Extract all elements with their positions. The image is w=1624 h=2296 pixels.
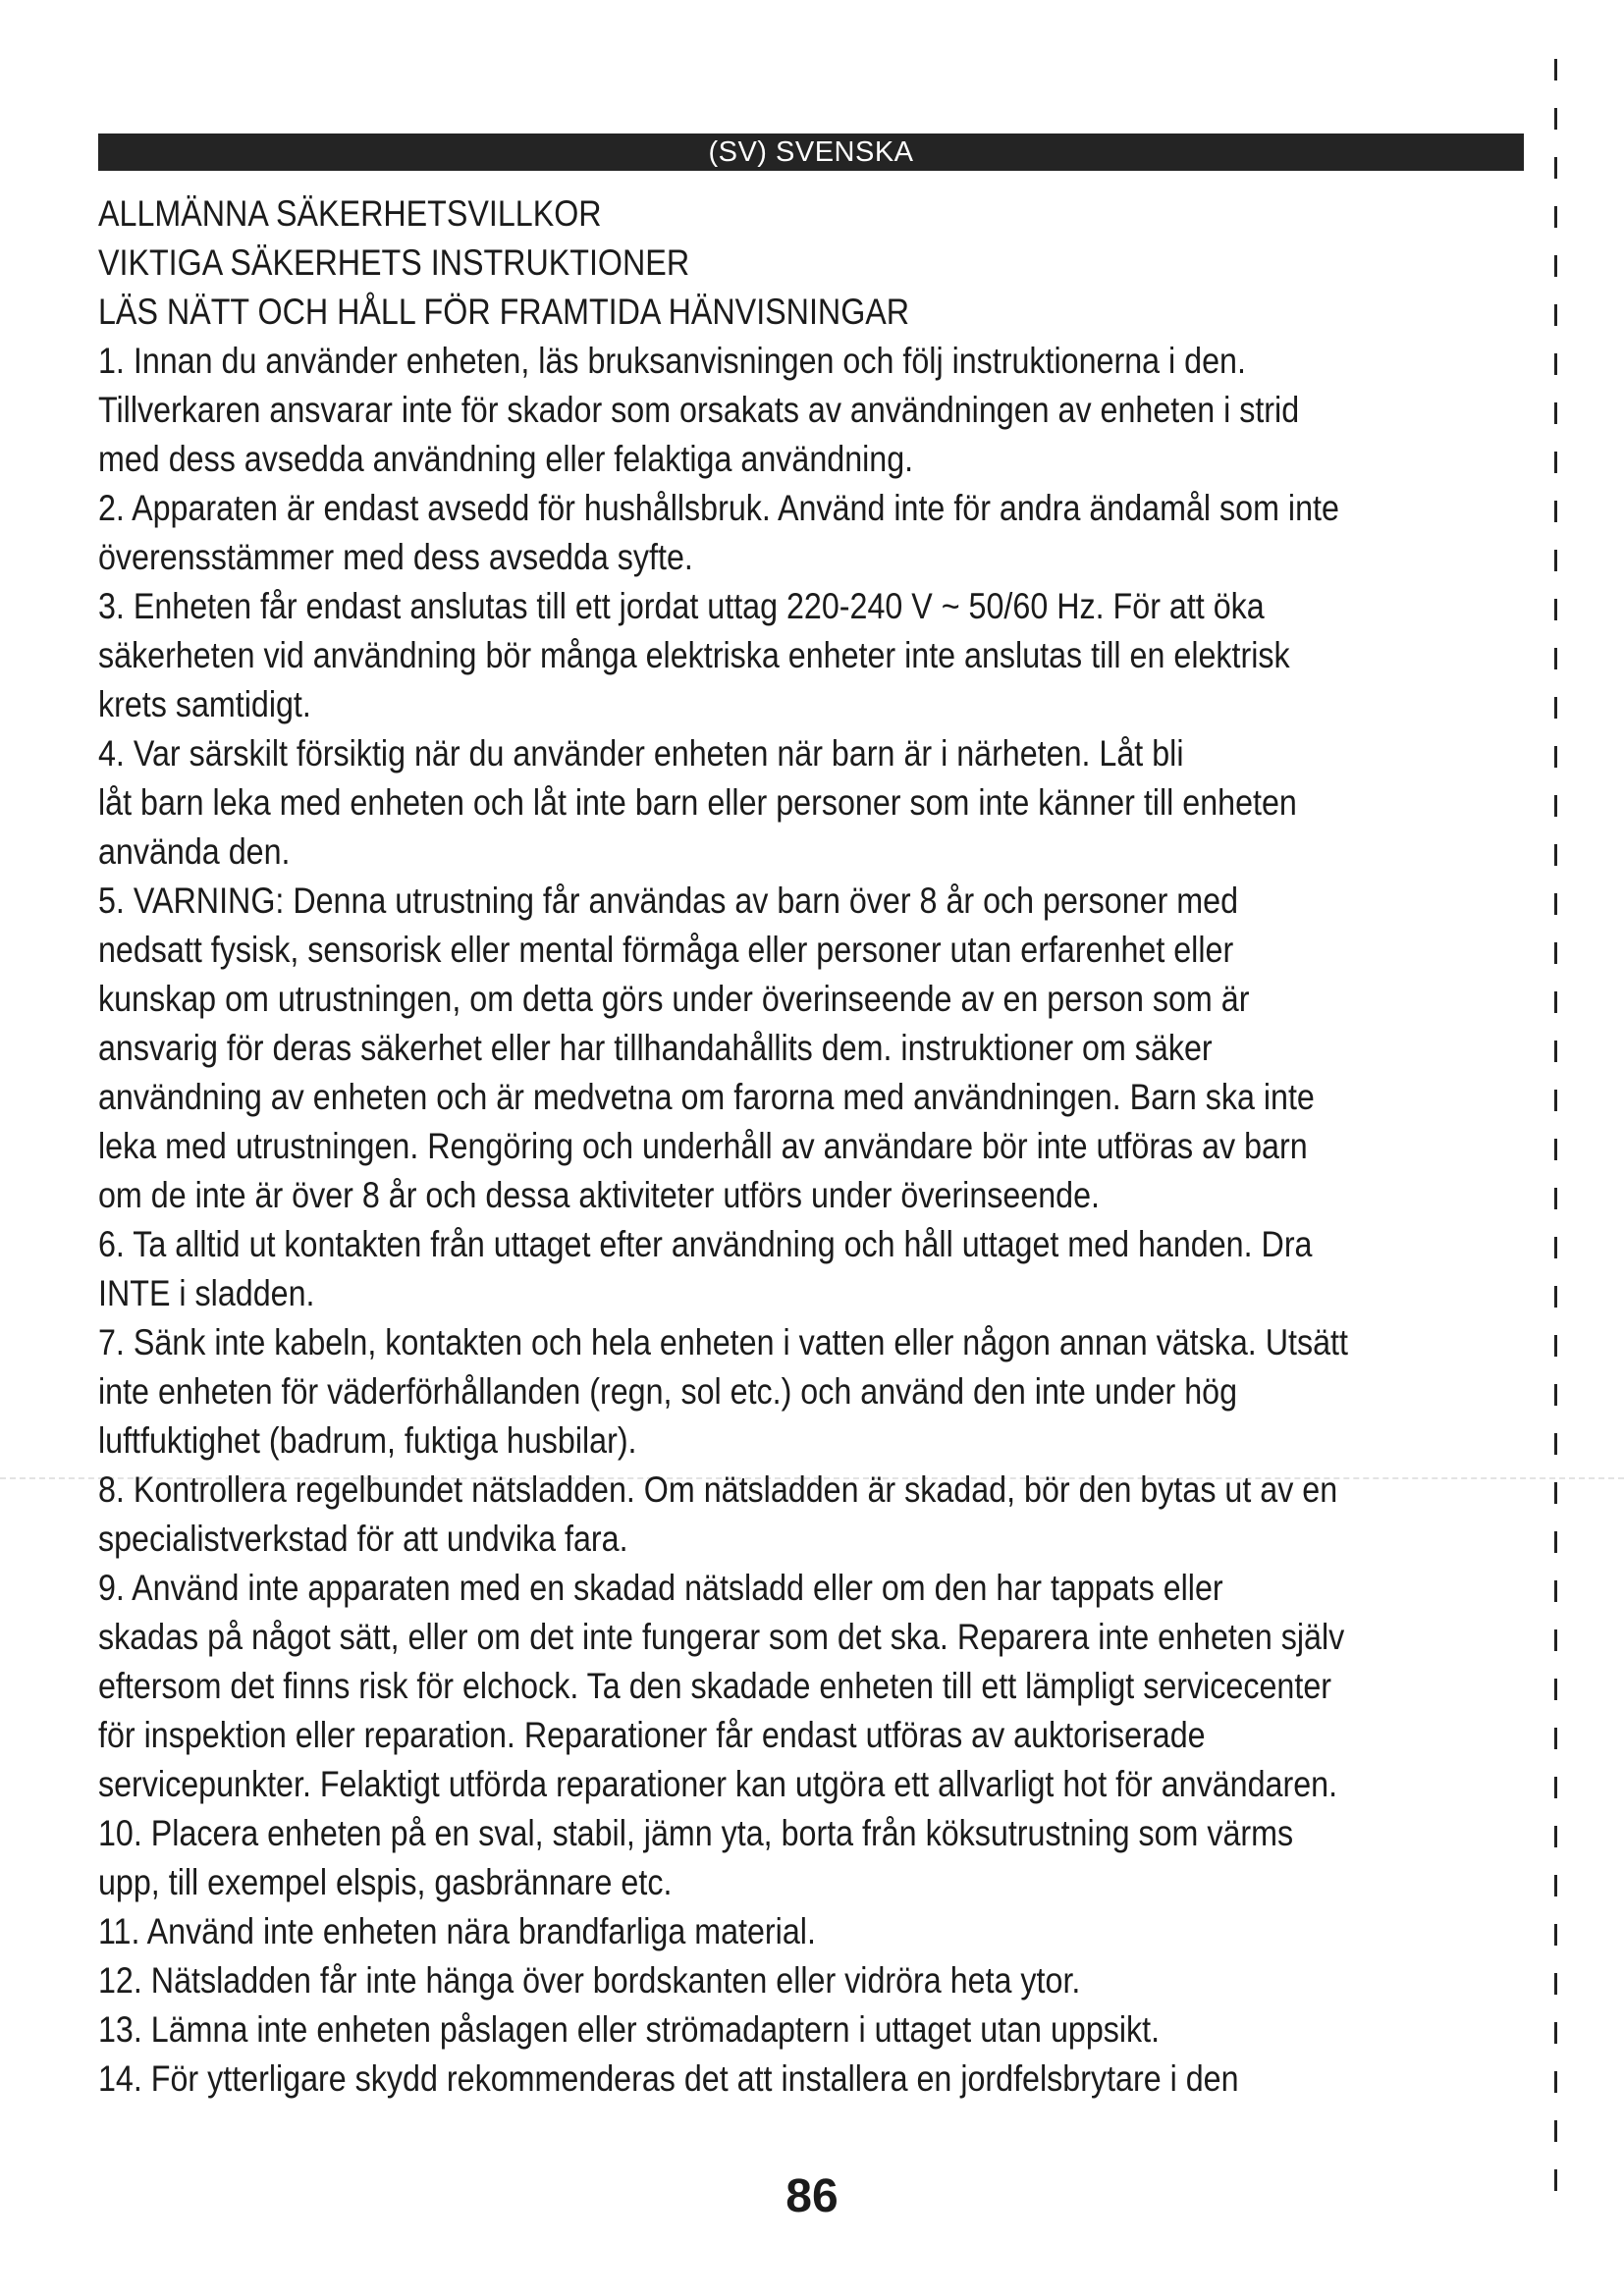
instruction-item-12: 12. Nätsladden får inte hänga över bordskanten eller vidröra heta ytor. — [98, 1959, 1081, 2001]
margin-tick-mark — [1554, 501, 1557, 522]
margin-tick-mark — [1554, 697, 1557, 719]
margin-tick-mark — [1554, 942, 1557, 964]
margin-tick-mark — [1554, 1728, 1557, 1749]
margin-tick-mark — [1554, 2071, 1557, 2093]
instruction-item-11: 11. Använd inte enheten nära brandfarliga material. — [98, 1910, 816, 1951]
margin-tick-mark — [1554, 1924, 1557, 1946]
instruction-item-9: 9. Använd inte apparaten med en skadad nätsladd eller om den har tappats eller skadas på något sätt, eller om det inte fungerar som det ska. Reparera inte enheten själv eftersom det finns risk för elchock. Ta den skadade enheten till ett lämpligt servicecenter för inspektion eller reparation. Reparationer får endast utföras av auktoriserade servicepunkter. Felaktigt utförda reparationer kan utgöra ett allvarligt hot för användaren. — [98, 1567, 1345, 1804]
margin-tick-mark — [1554, 1973, 1557, 1995]
margin-tick-mark — [1554, 550, 1557, 571]
margin-tick-mark — [1554, 108, 1557, 130]
page-number: 86 — [785, 2170, 839, 2222]
margin-tick-mark — [1554, 255, 1557, 277]
instruction-item-8: 8. Kontrollera regelbundet nätsladden. Om nätsladden är skadad, bör den bytas ut av en specialistverkstad för att undvika fara. — [98, 1468, 1338, 1559]
margin-tick-mark — [1554, 795, 1557, 817]
instruction-item-13: 13. Lämna inte enheten påslagen eller strömadaptern i uttaget utan uppsikt. — [98, 2008, 1161, 2050]
language-label: (SV) SVENSKA — [708, 136, 914, 168]
margin-tick-mark — [1554, 157, 1557, 179]
margin-tick-mark — [1554, 1777, 1557, 1798]
margin-tick-mark — [1554, 1433, 1557, 1455]
margin-tick-mark — [1554, 1580, 1557, 1602]
instruction-item-7: 7. Sänk inte kabeln, kontakten och hela enheten i vatten eller någon annan vätska. Utsätt inte enheten för väderförhållanden (regn, sol etc.) och använd den inte under hög luftfuktighet (badrum, fuktiga husbilar). — [98, 1321, 1348, 1461]
margin-tick-mark — [1554, 844, 1557, 866]
language-header-bar — [98, 133, 1524, 171]
margin-tick-mark — [1554, 1041, 1557, 1062]
margin-tick-mark — [1554, 1188, 1557, 1209]
margin-tick-mark — [1554, 1482, 1557, 1504]
margin-tick-mark — [1554, 452, 1557, 473]
margin-tick-mark — [1554, 1629, 1557, 1651]
instruction-item-6: 6. Ta alltid ut kontakten från uttaget efter användning och håll uttaget med handen. Dra INTE i sladden. — [98, 1223, 1313, 1313]
margin-tick-mark — [1554, 1237, 1557, 1258]
margin-tick-mark — [1554, 599, 1557, 620]
heading-general-safety: ALLMÄNNA SÄKERHETSVILLKOR — [98, 192, 602, 234]
margin-tick-mark — [1554, 1090, 1557, 1111]
margin-tick-mark — [1554, 304, 1557, 326]
margin-tick-mark — [1554, 991, 1557, 1013]
margin-tick-mark — [1554, 1286, 1557, 1308]
margin-tick-mark — [1554, 59, 1557, 80]
instruction-item-2: 2. Apparaten är endast avsedd för hushållsbruk. Använd inte för andra ändamål som inte överensstämmer med dess avsedda syfte. — [98, 487, 1339, 577]
margin-tick-mark — [1554, 746, 1557, 768]
heading-important-instructions: VIKTIGA SÄKERHETS INSTRUKTIONER — [98, 241, 690, 283]
instruction-item-1: 1. Innan du använder enheten, läs bruksanvisningen och följ instruktionerna i den. Tillverkaren ansvarar inte för skador som orsakats av användningen av enheten i strid med dess avsedda användning eller felaktiga användning. — [98, 340, 1300, 479]
instruction-item-10: 10. Placera enheten på en sval, stabil, jämn yta, borta från köksutrustning som värms upp, till exempel elspis, gasbrännare etc. — [98, 1812, 1294, 1902]
margin-tick-mark — [1554, 206, 1557, 228]
margin-tick-mark — [1554, 1139, 1557, 1160]
heading-read-carefully: LÄS NÄTT OCH HÅLL FÖR FRAMTIDA HÄNVISNINGAR — [98, 291, 910, 332]
margin-tick-mark — [1554, 1335, 1557, 1357]
margin-tick-mark — [1554, 2120, 1557, 2142]
instruction-item-14: 14. För ytterligare skydd rekommenderas det att installera en jordfelsbrytare i den — [98, 2057, 1239, 2099]
instruction-item-3: 3. Enheten får endast anslutas till ett jordat uttag 220-240 V ~ 50/60 Hz. För att öka säkerheten vid användning bör många elektriska enheter inte anslutas till en elektrisk krets samtidigt. — [98, 585, 1290, 724]
margin-tick-mark — [1554, 893, 1557, 915]
margin-tick-mark — [1554, 1679, 1557, 1700]
margin-tick-mark — [1554, 648, 1557, 669]
instruction-item-5: 5. VARNING: Denna utrustning får användas av barn över 8 år och personer med nedsatt fysisk, sensorisk eller mental förmåga eller personer utan erfarenhet eller kunskap om utrustningen, om detta görs under överinseende av en person som är ansvarig för deras säkerhet eller har tillhandahållits dem. instruktioner om säker användning av enheten och är medvetna om farorna med användningen. Barn ska inte leka med utrustningen. Rengöring och underhåll av användare bör inte utföras av barn om de inte är över 8 år och dessa aktiviteter utförs under överinseende. — [98, 880, 1315, 1215]
safety-instructions-body — [98, 188, 1550, 2103]
margin-tick-mark — [1554, 1531, 1557, 1553]
instruction-item-4: 4. Var särskilt försiktig när du använder enheten när barn är i närheten. Låt bli låt barn leka med enheten och låt inte barn eller personer som inte känner till enheten använda den. — [98, 732, 1297, 872]
margin-tick-mark — [1554, 1875, 1557, 1896]
margin-tick-mark — [1554, 402, 1557, 424]
margin-tick-mark — [1554, 1384, 1557, 1406]
margin-tick-mark — [1554, 2022, 1557, 2044]
margin-tick-mark — [1554, 353, 1557, 375]
margin-crop-marks — [1554, 59, 1558, 2218]
margin-tick-mark — [1554, 1826, 1557, 1847]
